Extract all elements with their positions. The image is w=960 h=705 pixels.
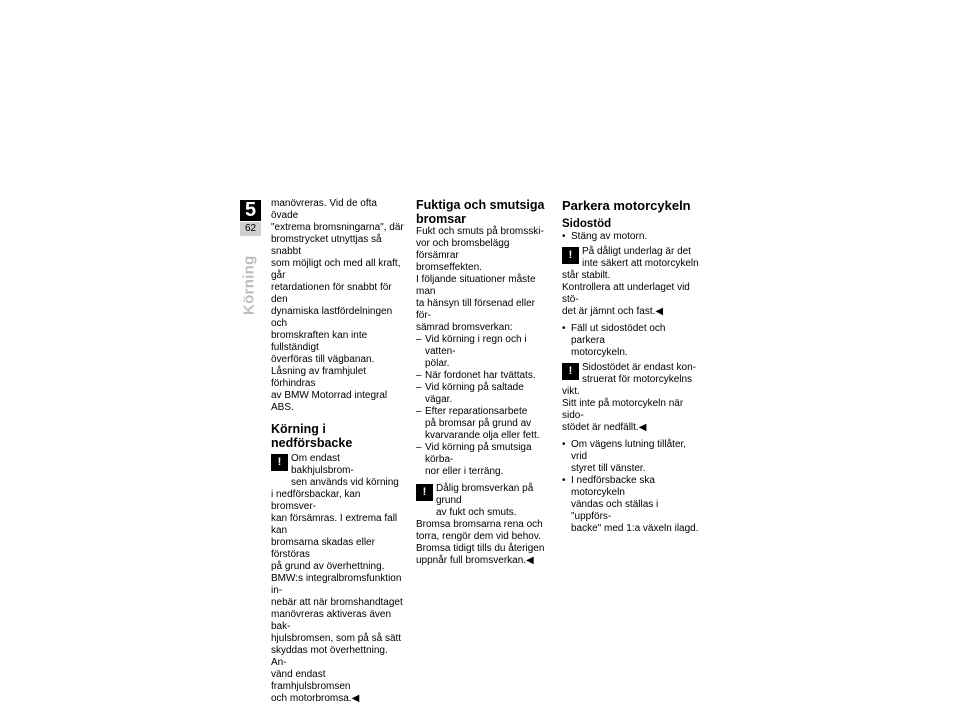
text-line: vikt. — [562, 386, 580, 397]
text-line: • Fäll ut sidostödet och parkera — [571, 323, 666, 346]
text-line: Om endast bakhjulsbrom- — [291, 453, 354, 476]
section-heading-wet-brakes — [416, 198, 550, 226]
text-line: manövreras. Vid de ofta övade — [271, 198, 377, 221]
text-line: sämrad bromsverkan: — [416, 322, 513, 333]
text-line: styret till vänster. — [571, 463, 646, 474]
col1-paragraph-1 — [271, 198, 405, 414]
text-line: Sitt inte på motorcykeln när sido- — [562, 398, 684, 421]
text-line: bromskraften kan inte fullständigt — [271, 330, 368, 353]
text-line: bromseffekten. — [416, 262, 482, 273]
list-item — [416, 370, 550, 382]
heading-line: bromsar — [416, 212, 467, 226]
chapter-number: 5 — [240, 200, 261, 221]
chapter-side-title-text: Körning — [240, 255, 258, 315]
column-3 — [562, 198, 700, 535]
text-line: Kontrollera att underlaget vid stö- — [562, 282, 690, 305]
text-line: i nedförsbackar, kan bromsver- — [271, 489, 361, 512]
text-line: – Vid körning i regn och i vatten- — [425, 334, 527, 357]
column-2 — [416, 198, 550, 567]
text-line: det är jämnt och fast.◀ — [562, 306, 664, 317]
text-line: på grund av överhettning. — [271, 561, 385, 572]
text-line: skyddas mot överhettning. An- — [271, 645, 388, 668]
warning-block — [562, 362, 700, 386]
text-line: • I nedförsbacke ska motorcykeln — [571, 475, 655, 498]
warning-triangle-icon: ! — [562, 247, 579, 264]
text-line: I följande situationer måste man — [416, 274, 536, 297]
text-line: – När fordonet har tvättats. — [425, 370, 536, 381]
section-heading-downhill: Körning i nedförsbacke — [271, 422, 353, 450]
text-line: Bromsa tidigt tills du återigen — [416, 543, 545, 554]
warning-triangle-icon: ! — [562, 363, 579, 380]
text-line: som möjligt och med all kraft, går — [271, 258, 401, 281]
text-line: Bromsa bromsarna rena och — [416, 519, 543, 530]
text-line: kan försämras. I extrema fall kan — [271, 513, 398, 536]
text-line: stödet är nedfällt.◀ — [562, 422, 647, 433]
text-line: bromsarna skadas eller förstöras — [271, 537, 375, 560]
list-item — [416, 406, 550, 442]
col3-warning1-continuation — [562, 270, 700, 318]
text-line: kvarvarande olja eller fett. — [425, 430, 540, 441]
text-line: – Vid körning på saltade vägar. — [425, 382, 524, 405]
text-line: överföras till vägbanan. — [271, 354, 375, 365]
text-line: och motorbromsa.◀ — [271, 693, 360, 704]
text-line: – Vid körning på smutsiga körba- — [425, 442, 532, 465]
text-line: vändas och ställas i "uppförs- — [571, 499, 659, 522]
text-line: på bromsar på grund av — [425, 418, 532, 429]
warning-triangle-icon: ! — [416, 484, 433, 501]
page-number: 62 — [240, 222, 261, 236]
text-line: "extrema bromsningarna", där — [271, 222, 404, 233]
text-line: uppnår full bromsverkan.◀ — [416, 555, 534, 566]
list-item — [416, 442, 550, 478]
col3-warning2-continuation — [562, 386, 700, 434]
section-heading-parking: Parkera motorcykeln — [562, 198, 691, 213]
list-item — [562, 323, 700, 359]
col1-warning-continuation — [271, 489, 405, 705]
text-line: ta hänsyn till försenad eller för- — [416, 298, 535, 321]
warning-block — [416, 483, 550, 519]
text-line: retardationen för snabbt för den — [271, 282, 392, 305]
text-line: bromstrycket utnyttjas så snabbt — [271, 234, 382, 257]
text-line: av fukt och smuts. — [436, 507, 517, 518]
warning-block — [271, 453, 405, 489]
column-1 — [271, 198, 405, 705]
text-line: • Stäng av motorn. — [571, 231, 648, 242]
text-line: Sidostödet är endast kon- — [582, 362, 696, 373]
list-item — [562, 439, 700, 475]
text-line: manövreras aktiveras även bak- — [271, 609, 392, 632]
list-item — [416, 382, 550, 406]
warning-block — [562, 246, 700, 270]
heading-line: Fuktiga och smutsiga — [416, 198, 545, 212]
text-line: struerat för motorcykelns — [582, 374, 693, 385]
text-line: vor och bromsbelägg försämrar — [416, 238, 510, 261]
text-line: hjulsbromsen, som på så sätt — [271, 633, 402, 644]
text-line: • Om vägens lutning tillåter, vrid — [571, 439, 687, 462]
text-line: På dåligt underlag är det — [582, 246, 691, 257]
text-line: Dålig bromsverkan på grund — [436, 483, 534, 506]
text-line: pölar. — [425, 358, 450, 369]
text-line: nebär att när bromshandtaget — [271, 597, 403, 608]
text-line: sen används vid körning — [291, 477, 399, 488]
subheading-side-stand: Sidostöd — [562, 218, 612, 230]
col2-warning-continuation — [416, 519, 550, 567]
list-item — [562, 231, 700, 243]
col2-paragraph-1 — [416, 226, 550, 334]
text-line: nor eller i terräng. — [425, 466, 504, 477]
text-line: vänd endast framhjulsbromsen — [271, 669, 351, 692]
list-item — [562, 475, 700, 535]
text-line: dynamiska lastfördelningen och — [271, 306, 393, 329]
text-line: backe" med 1:a växeln ilagd. — [571, 523, 699, 534]
text-line: står stabilt. — [562, 270, 611, 281]
text-line: torra, rengör dem vid behov. — [416, 531, 541, 542]
text-line: av BMW Motorrad integral ABS. — [271, 390, 388, 413]
text-line: Fukt och smuts på bromsski- — [416, 226, 544, 237]
text-line: inte säkert att motorcykeln — [582, 258, 699, 269]
list-item — [416, 334, 550, 370]
text-line: motorcykeln. — [571, 347, 628, 358]
warning-triangle-icon: ! — [271, 454, 288, 471]
chapter-side-title — [229, 255, 269, 325]
text-line: Låsning av framhjulet förhindras — [271, 366, 367, 389]
text-line: – Efter reparationsarbete — [425, 406, 528, 417]
text-line: BMW:s integralbromsfunktion in- — [271, 573, 402, 596]
